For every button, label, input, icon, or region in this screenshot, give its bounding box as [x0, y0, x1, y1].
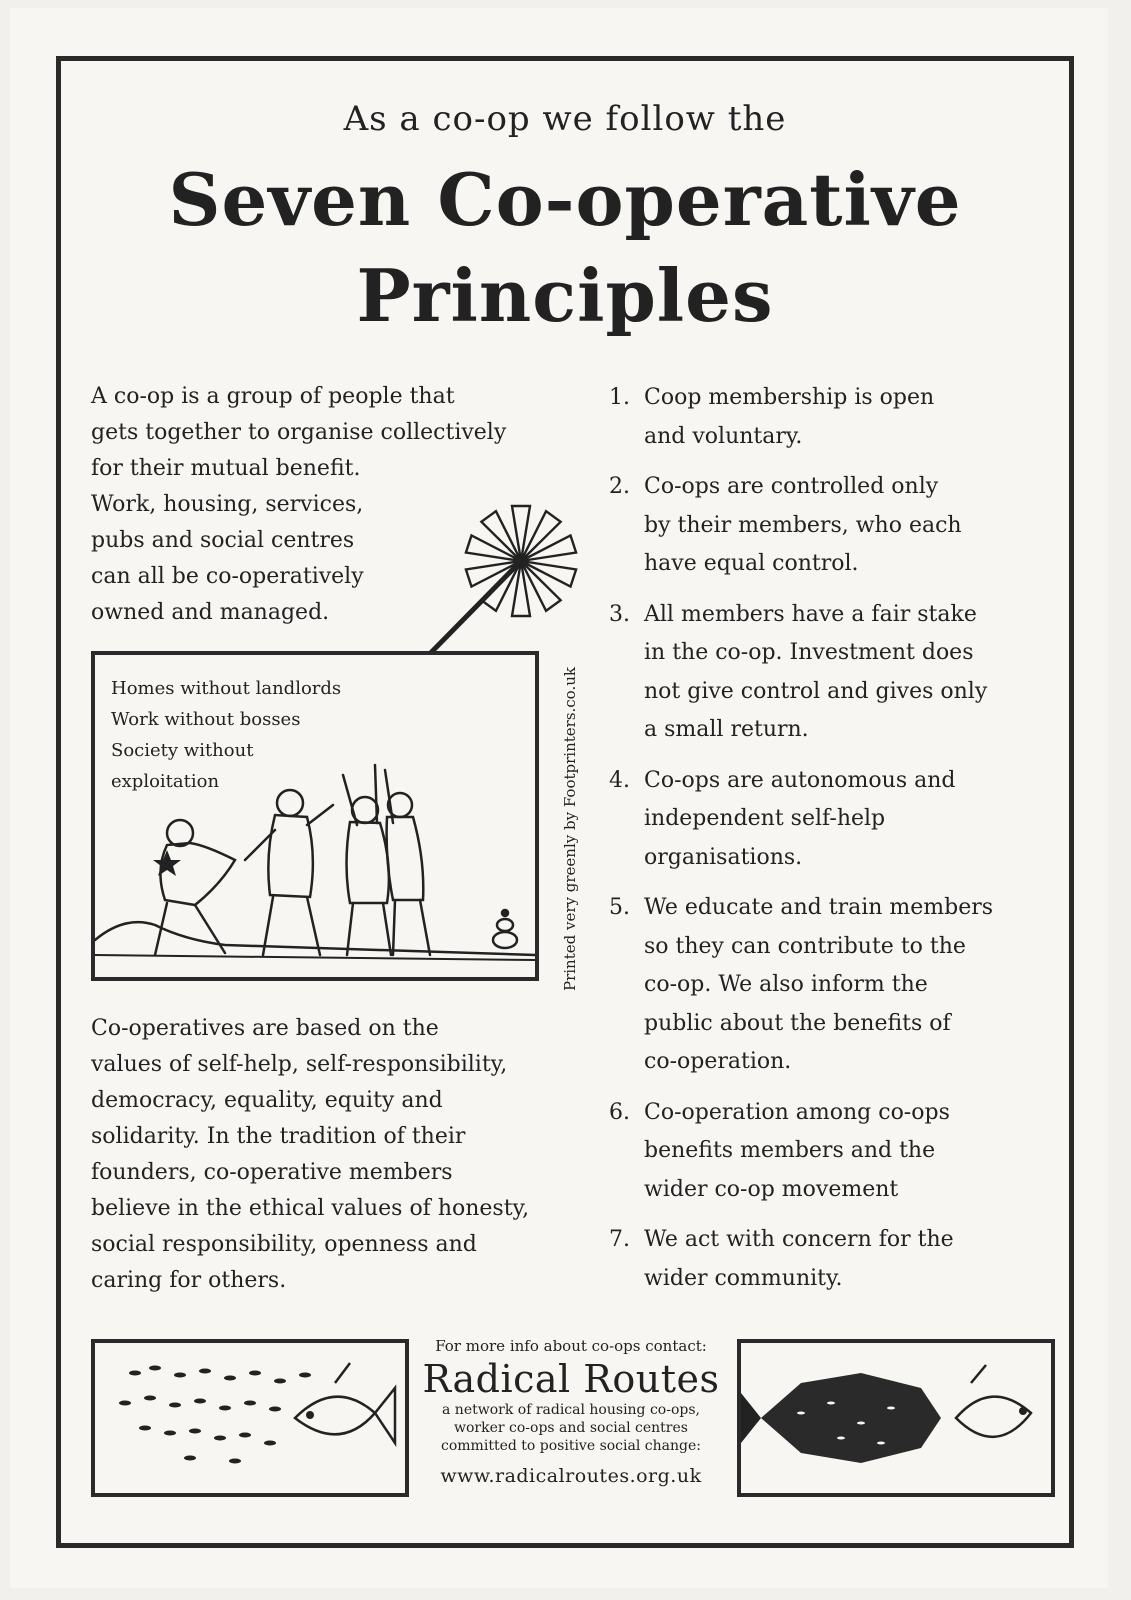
principle-item — [609, 1221, 1059, 1298]
values-line: social responsibility, openness and — [91, 1232, 477, 1257]
principle-line: Co-ops are autonomous and — [644, 767, 956, 793]
principles-list — [609, 379, 1059, 1310]
values-paragraph — [91, 1011, 581, 1299]
principle-number: 4. — [609, 767, 630, 793]
description-line: committed to positive social change: — [441, 1438, 701, 1454]
principle-number: 7. — [609, 1227, 630, 1252]
principle-line: in the co-op. Investment does — [644, 640, 974, 665]
intro-line: gets together to organise collectively — [91, 420, 507, 445]
fish-illustration-left — [91, 1339, 409, 1497]
principle-number: 1. — [609, 385, 630, 410]
principle-line: co-operation. — [644, 1049, 792, 1074]
principle-line: Co-ops are controlled only — [644, 474, 939, 499]
contact-block — [413, 1333, 729, 1487]
principle-item — [609, 379, 1059, 456]
printer-credit: Printed very greenly by Footprinters.co.uk — [561, 667, 579, 991]
illustration-box — [91, 651, 539, 981]
contact-intro: For more info about co-ops contact: — [435, 1337, 707, 1355]
workers-raising-pole-illustration — [95, 655, 535, 977]
page-title-line-2: Principles — [356, 253, 774, 338]
principle-line: not give control and gives only — [644, 678, 988, 704]
header-intro: As a co-op we follow the — [343, 99, 787, 139]
principle-line: wider co-op movement — [644, 1176, 899, 1202]
values-line: Co-operatives are based on the — [91, 1016, 439, 1041]
principle-item — [609, 762, 1059, 878]
principle-line: co-op. We also inform the — [644, 972, 928, 997]
poster — [10, 8, 1108, 1588]
slogan-line: Homes without landlords — [111, 678, 342, 699]
principle-line: benefits members and the — [644, 1138, 936, 1163]
principle-item — [609, 468, 1059, 584]
principle-line: and voluntary. — [644, 423, 803, 449]
principle-line: a small return. — [644, 717, 809, 742]
principle-item — [609, 596, 1059, 750]
fish-illustration-right — [737, 1339, 1055, 1497]
description-line: a network of radical housing co-ops, — [442, 1402, 700, 1418]
principle-item — [609, 889, 1059, 1082]
principle-number: 6. — [609, 1099, 630, 1125]
intro-line: pubs and social centres — [91, 528, 355, 553]
organisation-name: Radical Routes — [422, 1357, 720, 1401]
intro-line: A co-op is a group of people that — [91, 384, 455, 409]
intro-line: for their mutual benefit. — [91, 456, 361, 481]
principle-line: We educate and train members — [644, 895, 994, 920]
values-line: believe in the ethical values of honesty, — [91, 1196, 530, 1221]
principle-line: wider community. — [644, 1265, 843, 1291]
values-line: caring for others. — [91, 1268, 287, 1293]
principle-line: Co-operation among co-ops — [644, 1099, 950, 1125]
principle-line: have equal control. — [644, 551, 859, 576]
values-line: founders, co-operative members — [91, 1160, 453, 1185]
values-line: solidarity. In the tradition of their — [91, 1124, 466, 1149]
principle-line: so they can contribute to the — [644, 933, 966, 959]
school-of-fish-forming-big-fish-icon — [741, 1343, 1051, 1493]
slogan-line: Society without — [111, 740, 254, 761]
principle-line: All members have a fair stake — [644, 601, 977, 627]
values-line: values of self-help, self-responsibility, — [91, 1052, 508, 1077]
principle-line: public about the benefits of — [644, 1010, 951, 1036]
slogan-line: Work without bosses — [111, 709, 301, 730]
intro-line: can all be co-operatively — [91, 564, 364, 589]
description-line: worker co-ops and social centres — [454, 1420, 688, 1436]
poster-frame — [56, 56, 1074, 1548]
principle-number: 5. — [609, 895, 630, 920]
page-title-line-1: Seven Co-operative — [168, 157, 962, 242]
principle-number: 3. — [609, 601, 630, 627]
slogan-line: exploitation — [111, 771, 220, 792]
principle-line: We act with concern for the — [644, 1227, 954, 1252]
principle-item — [609, 1094, 1059, 1210]
principle-line: independent self-help — [644, 806, 886, 831]
small-fish-chasing-big-fish-icon — [95, 1343, 405, 1493]
principle-line: Coop membership is open — [644, 385, 935, 410]
intro-line: Work, housing, services, — [91, 492, 364, 517]
principle-line: organisations. — [644, 844, 803, 870]
values-line: democracy, equality, equity and — [91, 1088, 443, 1113]
organisation-description — [413, 1401, 729, 1455]
website-link[interactable]: www.radicalroutes.org.uk — [440, 1465, 702, 1487]
principle-number: 2. — [609, 474, 630, 499]
intro-line: owned and managed. — [91, 600, 330, 625]
principle-line: by their members, who each — [644, 512, 962, 538]
